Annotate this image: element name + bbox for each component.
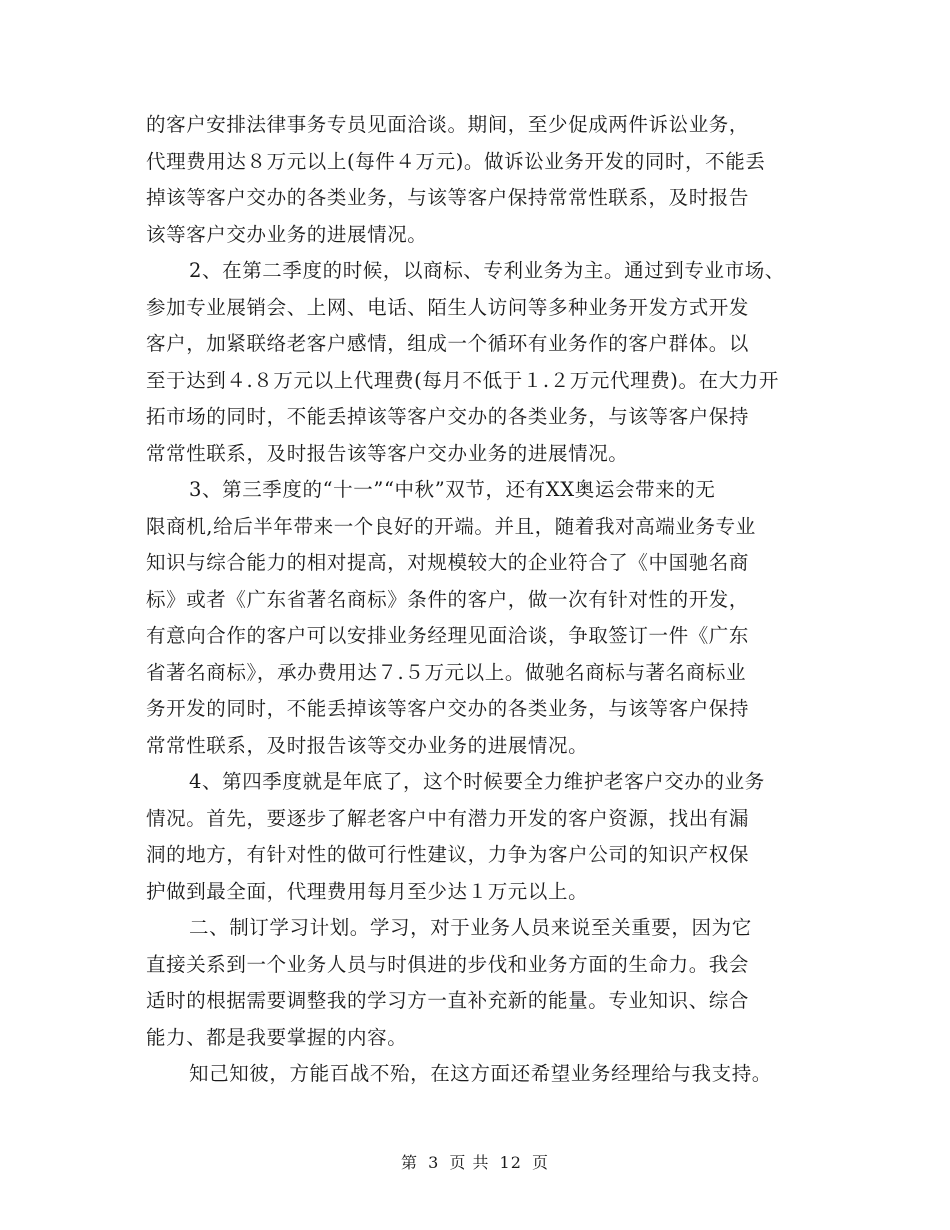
footer-suffix: 页 (532, 1153, 550, 1172)
text-line: 拓市场的同时，不能丢掉该等客户交办的各类业务，与该等客户保持 (146, 405, 750, 428)
text-line: 能力、都是我要掌握的内容。 (146, 1025, 408, 1049)
paragraph-start-line: 二、制订学习计划。学习，对于业务人员来说至关重要，因为它 (189, 916, 752, 939)
page-footer (0, 1150, 950, 1173)
text-line: 参加专业展销会、上网、电话、陌生人访问等多种业务开发方式开发 (146, 295, 750, 319)
text-line: 洞的地方，有针对性的做可行性建议，力争为客户公司的知识产权保 (146, 843, 750, 866)
footer-prefix: 第 (400, 1153, 418, 1172)
text-line: 知识与综合能力的相对提高，对规模较大的企业符合了《中国驰名商 (146, 551, 750, 574)
text-line: 情况。首先，要逐步了解老客户中有潜力开发的客户资源，找出有漏 (146, 806, 750, 830)
text-line: 省著名商标》，承办费用达７.５万元以上。做驰名商标与著名商标业 (146, 660, 747, 684)
text-line: 的客户安排法律事务专员见面洽谈。期间，至少促成两件诉讼业务， (146, 113, 750, 136)
paragraph-start-line: 知己知彼，方能百战不殆，在这方面还希望业务经理给与我支持。 (189, 1062, 772, 1085)
text-line: 限商机,给后半年带来一个良好的开端。并且，随着我对高端业务专业 (146, 514, 756, 538)
text-line: 有意向合作的客户可以安排业务经理见面洽谈，争取签订一件《广东 (146, 624, 750, 647)
text-line: 务开发的同时，不能丢掉该等客户交办的各类业务，与该等客户保持 (146, 697, 750, 720)
text-line: 该等客户交办业务的进展情况。 (146, 222, 428, 246)
text-line: 掉该等客户交办的各类业务，与该等客户保持常常性联系，及时报告 (146, 186, 750, 209)
text-line: 直接关系到一个业务人员与时俱进的步伐和业务方面的生命力。我会 (146, 952, 750, 976)
text-line: 客户，加紧联络老客户感情，组成一个循环有业务作的客户群体。以 (146, 332, 750, 355)
footer-middle: 页 共 (449, 1153, 490, 1172)
text-line: 至于达到４.８万元以上代理费(每月不低于１.２万元代理费)。在大力开 (146, 368, 780, 392)
text-line: 标》或者《广东省著名商标》条件的客户，做一次有针对性的开发， (146, 587, 750, 611)
text-line: 适时的根据需要调整我的学习方一直补充新的能量。专业知识、综合 (146, 989, 750, 1012)
paragraph-start-line: 4、第四季度就是年底了，这个时候要全力维护老客户交办的业务 (189, 770, 765, 793)
text-line: 护做到最全面，代理费用每月至少达１万元以上。 (146, 879, 589, 903)
current-page-number: 3 (428, 1153, 440, 1172)
document-body (146, 107, 846, 1093)
paragraph-start-line: 2、在第二季度的时候，以商标、专利业务为主。通过到专业市场、 (189, 259, 785, 282)
text-line: 代理费用达８万元以上(每件４万元)。做诉讼业务开发的同时，不能丢 (146, 149, 766, 173)
paragraph-start-line: 3、第三季度的“十一”“中秋”双节，还有XX奥运会带来的无 (189, 478, 716, 501)
text-line: 常常性联系，及时报告该等客户交办业务的进展情况。 (146, 441, 629, 465)
total-page-count: 12 (499, 1153, 522, 1172)
text-line: 常常性联系，及时报告该等交办业务的进展情况。 (146, 733, 589, 757)
